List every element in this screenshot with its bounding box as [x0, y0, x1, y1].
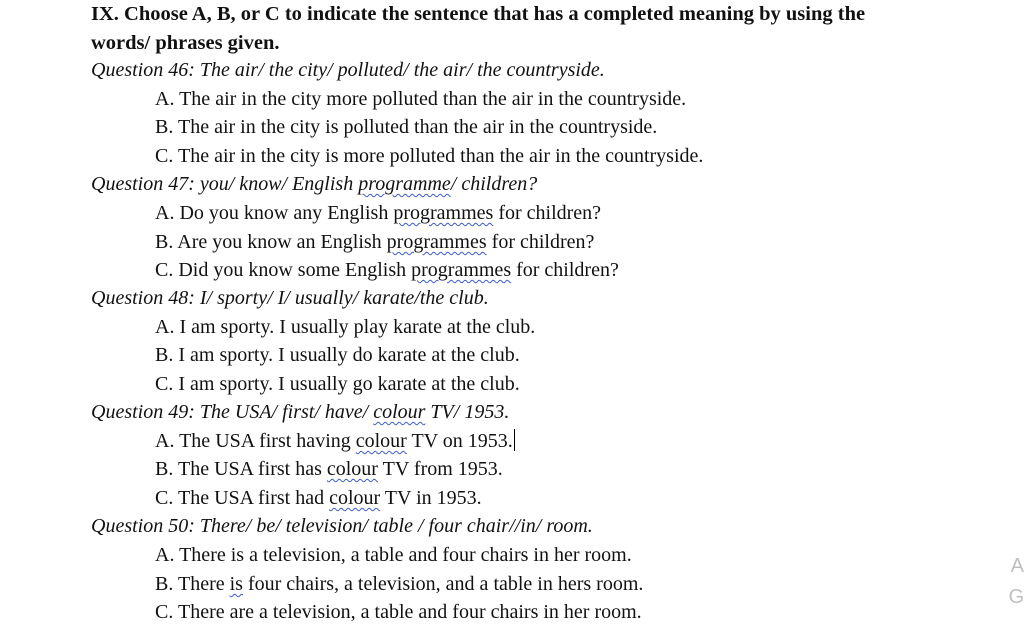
- option-text-part: Do you know any English: [179, 202, 394, 224]
- option-text-part: for children?: [511, 259, 619, 281]
- spellcheck-word: programmes: [393, 202, 494, 224]
- option-text: The air in the city is polluted than the air in the countryside.: [177, 116, 658, 138]
- option-text-part: for children?: [493, 202, 602, 224]
- option-text: [179, 202, 601, 224]
- option-text-part: TV in 1953.: [380, 487, 482, 509]
- option-text: [178, 458, 503, 480]
- cropped-edge-glyph: G: [1008, 586, 1024, 608]
- question-48-option-a: [155, 314, 535, 340]
- question-48-option-c: [155, 371, 520, 397]
- option-letter: A.: [155, 430, 175, 452]
- option-text: [179, 430, 513, 452]
- text-cursor: [514, 429, 515, 451]
- option-letter: C.: [155, 487, 174, 509]
- option-letter: C.: [155, 145, 174, 167]
- spellcheck-word: colour: [326, 458, 378, 480]
- option-text-part: The USA first had: [177, 487, 330, 509]
- option-letter: C.: [155, 601, 174, 623]
- option-letter: B.: [155, 231, 174, 253]
- option-text-part: Are you know an English: [177, 231, 387, 253]
- prompt-text: Question 47: you/ know/ English: [91, 173, 359, 195]
- option-text-part: four chairs, a television, and a table in hers room.: [242, 573, 644, 595]
- spellcheck-word: colour: [329, 487, 381, 509]
- section-heading-line2: words/ phrases given.: [91, 32, 280, 54]
- option-text-part: TV on 1953.: [406, 430, 513, 452]
- spellcheck-word: programme: [358, 173, 451, 195]
- option-letter: A.: [155, 202, 175, 224]
- option-letter: A.: [155, 544, 175, 566]
- option-text: The air in the city is more polluted than the air in the countryside.: [177, 145, 704, 167]
- question-50-option-c: [155, 599, 642, 625]
- prompt-text: TV/ 1953.: [425, 401, 510, 423]
- option-text: [178, 259, 619, 281]
- question-49-prompt: [91, 399, 509, 425]
- question-47-option-c: [155, 257, 619, 283]
- option-text-part: The USA first has: [177, 458, 327, 480]
- option-letter: A.: [155, 88, 175, 110]
- question-46-option-b: [155, 114, 657, 140]
- question-49-option-c: [155, 485, 482, 511]
- question-50-prompt: Question 50: There/ be/ television/ table / four chair//in/ room.: [91, 515, 593, 537]
- option-letter: B.: [155, 116, 174, 138]
- prompt-text: / children?: [450, 173, 538, 195]
- option-letter: A.: [155, 316, 175, 338]
- question-46-option-a: [155, 86, 686, 112]
- question-47-prompt: [91, 171, 537, 197]
- option-text-part: The USA first having: [179, 430, 356, 452]
- spellcheck-word: colour: [355, 430, 407, 452]
- option-text-part: There: [177, 573, 230, 595]
- option-text: There is a television, a table and four chairs in her room.: [179, 544, 632, 566]
- option-letter: B.: [155, 573, 174, 595]
- question-50-option-b: [155, 571, 643, 597]
- option-letter: B.: [155, 344, 174, 366]
- option-text-part: for children?: [486, 231, 595, 253]
- option-text: I am sporty. I usually go karate at the club.: [178, 373, 520, 395]
- question-48-prompt: Question 48: I/ sporty/ I/ usually/ karate/the club.: [91, 287, 489, 309]
- section-heading: [91, 0, 991, 58]
- question-46-option-c: [155, 143, 703, 169]
- question-47-option-a: [155, 200, 601, 226]
- spellcheck-word: programmes: [386, 231, 487, 253]
- question-46-prompt: Question 46: The air/ the city/ polluted/ the air/ the countryside.: [91, 59, 605, 81]
- cropped-edge-glyph: A: [1010, 555, 1024, 577]
- option-text: [178, 487, 482, 509]
- question-49-option-b: [155, 456, 503, 482]
- spellcheck-word: programmes: [411, 259, 512, 281]
- section-heading-line1: IX. Choose A, B, or C to indicate the sentence that has a completed meaning by using the: [91, 3, 866, 25]
- option-text-part: TV from 1953.: [377, 458, 503, 480]
- option-text: [178, 573, 643, 595]
- option-text: I am sporty. I usually play karate at the club.: [179, 316, 536, 338]
- option-letter: C.: [155, 259, 174, 281]
- spellcheck-word: is: [229, 573, 243, 595]
- option-text: There are a television, a table and four chairs in her room.: [177, 601, 642, 623]
- question-50-option-a: [155, 542, 632, 568]
- option-text: The air in the city more polluted than the air in the countryside.: [179, 88, 687, 110]
- question-48-option-b: [155, 342, 520, 368]
- option-text: I am sporty. I usually do karate at the club.: [178, 344, 520, 366]
- prompt-text: Question 49: The USA/ first/ have/: [91, 401, 374, 423]
- question-47-option-b: [155, 229, 594, 255]
- option-letter: B.: [155, 458, 174, 480]
- option-text: [177, 231, 594, 253]
- option-letter: C.: [155, 373, 174, 395]
- option-text-part: Did you know some English: [178, 259, 412, 281]
- question-49-option-a: [155, 428, 515, 454]
- spellcheck-word: colour: [373, 401, 426, 423]
